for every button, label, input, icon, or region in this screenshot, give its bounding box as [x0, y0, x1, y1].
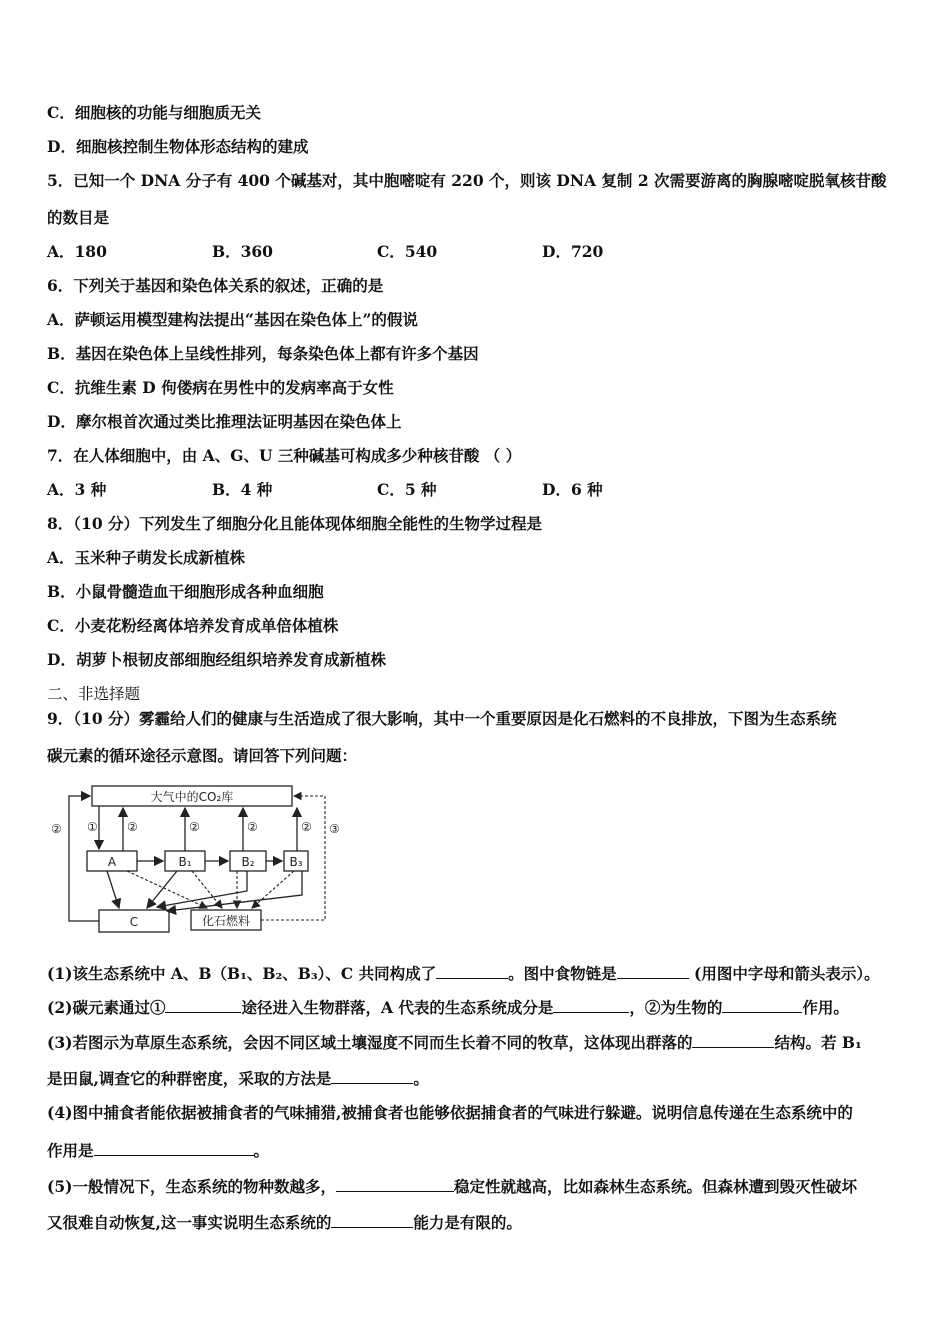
label-circle-2-a: ② [127, 820, 138, 834]
q5-option-b: B．360 [212, 242, 273, 261]
arrow-b2-to-c [157, 871, 247, 907]
arrow-b3-to-c [167, 871, 302, 911]
q6-option-d: D．摩尔根首次通过类比推理法证明基因在染色体上 [47, 412, 402, 431]
q9-part3-line1: (3)若图示为草原生态系统，会因不同区域土壤湿度不同而生长着不同的牧草，这体现出群落的 结构。若 B₁ [47, 1033, 862, 1052]
answer-blank[interactable] [165, 997, 241, 1013]
label-b3: B₃ [289, 855, 303, 869]
label-c: C [129, 915, 139, 929]
answer-blank[interactable] [436, 963, 508, 979]
arrow-a-to-c [107, 871, 119, 908]
q5-stem-line1: 5．已知一个 DNA 分子有 400 个碱基对，其中胞嘧啶有 220 个，则该 DNA 复制 2 次需要游离的胸腺嘧啶脱氧核苷酸 [47, 171, 887, 190]
q5-option-d: D．720 [542, 242, 604, 261]
atmosphere-label: 大气中的CO₂库 [150, 790, 234, 804]
answer-blank[interactable] [94, 1140, 254, 1156]
label-circle-2-b3: ② [301, 820, 312, 834]
q9-part5-line2: 又很难自动恢复,这一事实说明生态系统的 能力是有限的。 [47, 1213, 522, 1232]
q9-part4-line1: (4)图中捕食者能依据被捕食者的气味捕猎,被捕食者也能够依据捕食者的气味进行躲避。说明信息传递在生态系统中的 [47, 1103, 853, 1122]
answer-blank[interactable] [692, 1032, 774, 1048]
q6-option-b: B．基因在染色体上呈线性排列，每条染色体上都有许多个基因 [47, 344, 479, 363]
arrow-b1-to-c [147, 871, 177, 908]
answer-blank[interactable] [553, 997, 629, 1013]
answer-blank[interactable] [722, 997, 802, 1013]
q9-stem-line2: 碳元素的循环途径示意图。请回答下列问题： [47, 746, 358, 765]
q9-part2: (2)碳元素通过① 途径进入生物群落，A 代表的生态系统成分是 ，②为生物的 作用。 [47, 998, 849, 1017]
q9-part1: (1)该生态系统中 A、B（B₁、B₂、B₃）、C 共同构成了 。图中食物链是 (用图中字母和箭头表示）。 [47, 964, 880, 983]
dashed-arrow-b1-to-fossil [192, 871, 222, 908]
q7-option-c: C．5 种 [377, 480, 437, 499]
answer-blank[interactable] [617, 963, 689, 979]
q7-option-b: B．4 种 [212, 480, 273, 499]
label-circle-3: ③ [329, 822, 340, 836]
q9-part5-line1: (5)一般情况下，生态系统的物种数越多， 稳定性就越高，比如森林生态系统。但森林遭到毁灭性破坏 [47, 1177, 857, 1196]
label-circle-2-b2: ② [247, 820, 258, 834]
answer-blank[interactable] [336, 1176, 454, 1192]
q7-option-d: D．6 种 [542, 480, 603, 499]
q8-stem: 8．（10 分）下列发生了细胞分化且能体现体细胞全能性的生物学过程是 [47, 514, 543, 533]
q5-option-c: C．540 [377, 242, 438, 261]
q8-option-d: D．胡萝卜根韧皮部细胞经组织培养发育成新植株 [47, 650, 386, 669]
label-a: A [107, 855, 117, 869]
q8-option-a: A．玉米种子萌发长成新植株 [47, 548, 246, 567]
answer-blank[interactable] [331, 1212, 413, 1228]
q8-option-b: B．小鼠骨髓造血干细胞形成各种血细胞 [47, 582, 324, 601]
carbon-cycle-diagram [47, 783, 347, 938]
q9-part3-line2: 是田鼠,调查它的种群密度，采取的方法是 。 [47, 1069, 429, 1088]
dashed-arrow-a-to-fossil [127, 871, 207, 908]
q5-stem-line2: 的数目是 [47, 208, 110, 227]
answer-blank[interactable] [331, 1068, 413, 1084]
q9-stem-line1: 9．（10 分）雾霾给人们的健康与生活造成了很大影响，其中一个重要原因是化石燃料的不良排放，下图为生态系统 [47, 709, 837, 728]
q6-stem: 6．下列关于基因和染色体关系的叙述，正确的是 [47, 276, 384, 295]
q4-option-c: C．细胞核的功能与细胞质无关 [47, 103, 261, 122]
fossil-label: 化石燃料 [201, 914, 251, 928]
label-circle-2-left: ② [51, 822, 62, 836]
dashed-arrow-b3-to-fossil [252, 871, 294, 908]
section-heading: 二、非选择题 [47, 685, 141, 703]
q4-option-d: D．细胞核控制生物体形态结构的建成 [47, 137, 309, 156]
label-circle-2-b1: ② [189, 820, 200, 834]
label-circle-1: ① [87, 820, 98, 834]
label-b1: B₁ [178, 855, 192, 869]
q5-option-a: A．180 [47, 242, 107, 261]
q8-option-c: C．小麦花粉经离体培养发育成单倍体植株 [47, 616, 339, 635]
q7-stem: 7．在人体细胞中，由 A、G、U 三种碱基可构成多少种核苷酸 （ ） [47, 446, 522, 465]
label-b2: B₂ [241, 855, 255, 869]
q9-part4-line2: 作用是 。 [47, 1141, 270, 1160]
q6-option-c: C．抗维生素 D 佝偻病在男性中的发病率高于女性 [47, 378, 394, 397]
q7-option-a: A．3 种 [47, 480, 107, 499]
q6-option-a: A．萨顿运用模型建构法提出“基因在染色体上”的假说 [47, 310, 418, 329]
